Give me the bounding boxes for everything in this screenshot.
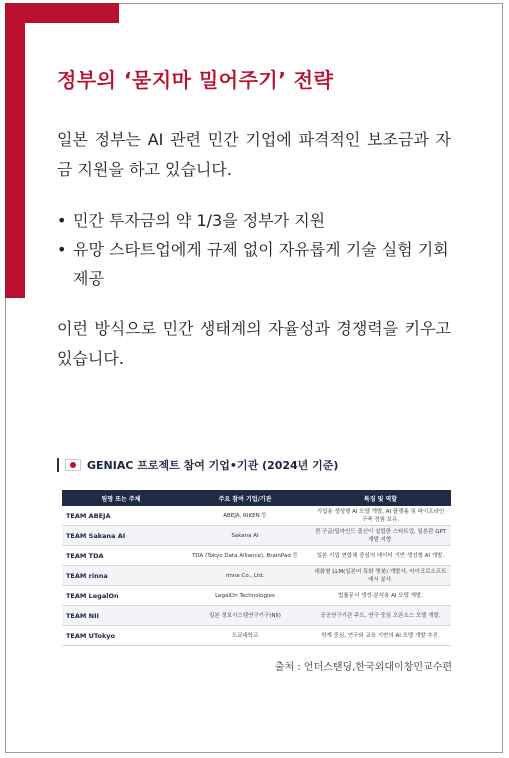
- participants-table: [62, 490, 451, 646]
- role-cell: 일본 기업 연합체 중심의 데이터 기반 생성형 AI 개발.: [310, 546, 451, 566]
- role-cell: 학계 중심, 연구와 교육 기반의 AI 모델 개발 추진.: [310, 626, 451, 646]
- org-cell: TDA (Tokyo Data Alliance), BrainPad 등: [180, 546, 310, 566]
- figure-title: GENIAC 프로젝트 참여 기업•기관 (2024년 기준): [87, 459, 339, 472]
- accent-bar-horizontal: [5, 3, 119, 23]
- japan-flag-icon: [65, 459, 81, 471]
- org-cell: Sakana AI: [180, 526, 310, 546]
- table-header-cell: 특징 및 역할: [310, 490, 451, 506]
- org-cell: 일본 정보시스템연구기구(NII): [180, 606, 310, 626]
- team-cell: TEAM NII: [62, 606, 180, 626]
- table-row: [62, 626, 451, 646]
- org-cell: 도쿄대학교: [180, 626, 310, 646]
- source-caption: 출처 : 언더스탠딩,한국외대이창민교수편: [274, 662, 452, 673]
- role-cell: 기업용 생성형 AI 모델 개발, AI 플랫폼 및 파이프라인 구축 경험 보유.: [310, 506, 451, 526]
- team-cell: TEAM rinna: [62, 566, 180, 586]
- table-row: [62, 526, 451, 546]
- list-item: [57, 206, 451, 235]
- table-header-cell: 팀명 또는 주체: [62, 490, 180, 506]
- table-row: [62, 506, 451, 526]
- table-row: [62, 546, 451, 566]
- team-cell: TEAM TDA: [62, 546, 180, 566]
- paragraph-intro: 일본 정부는 AI 관련 민간 기업에 파격적인 보조금과 자금 지원을 하고 있습니다.: [57, 130, 451, 179]
- table-header-row: [62, 490, 451, 506]
- role-cell: 공공연구기관 주도, 연구 중심 오픈소스 모델 개발.: [310, 606, 451, 626]
- bullet-list: [57, 206, 451, 293]
- page-title: 정부의 ‘묻지마 밀어주기’ 전략: [57, 68, 334, 92]
- list-item: [57, 235, 451, 293]
- table-row: [62, 606, 451, 626]
- team-cell: TEAM Sakana AI: [62, 526, 180, 546]
- geniac-figure: [57, 455, 451, 640]
- bullet-text: 유망 스타트업에게 규제 없이 자유롭게 기술 실험 기회 제공: [73, 240, 449, 288]
- team-cell: TEAM LegalOn: [62, 586, 180, 606]
- role-cell: 대화형 LLM(일본어 특화 챗봇) 개발사, 마이크로소프트에서 분사.: [310, 566, 451, 586]
- figure-title-bar: [57, 458, 59, 472]
- role-cell: 전 구글/딥마인드 출신이 설립한 스타트업, 일본판 GPT 개발 지향.: [310, 526, 451, 546]
- org-cell: ABEJA, RIKEN 등: [180, 506, 310, 526]
- role-cell: 법률문서 생성·분석용 AI 모델 개발.: [310, 586, 451, 606]
- table-row: [62, 566, 451, 586]
- figure-header: [57, 455, 451, 475]
- org-cell: rinna Co., Ltd.: [180, 566, 310, 586]
- paragraph-conclusion: 이런 방식으로 민간 생태계의 자율성과 경쟁력을 키우고 있습니다.: [57, 319, 451, 368]
- team-cell: TEAM ABEJA: [62, 506, 180, 526]
- bullet-icon: •: [57, 211, 67, 230]
- bullet-icon: •: [57, 240, 67, 259]
- accent-bar-vertical: [5, 3, 25, 298]
- table-row: [62, 586, 451, 606]
- bullet-text: 민간 투자금의 약 1/3을 정부가 지원: [73, 211, 326, 230]
- table-header-cell: 주요 참여 기업/기관: [180, 490, 310, 506]
- team-cell: TEAM UTokyo: [62, 626, 180, 646]
- org-cell: LegalOn Technologies: [180, 586, 310, 606]
